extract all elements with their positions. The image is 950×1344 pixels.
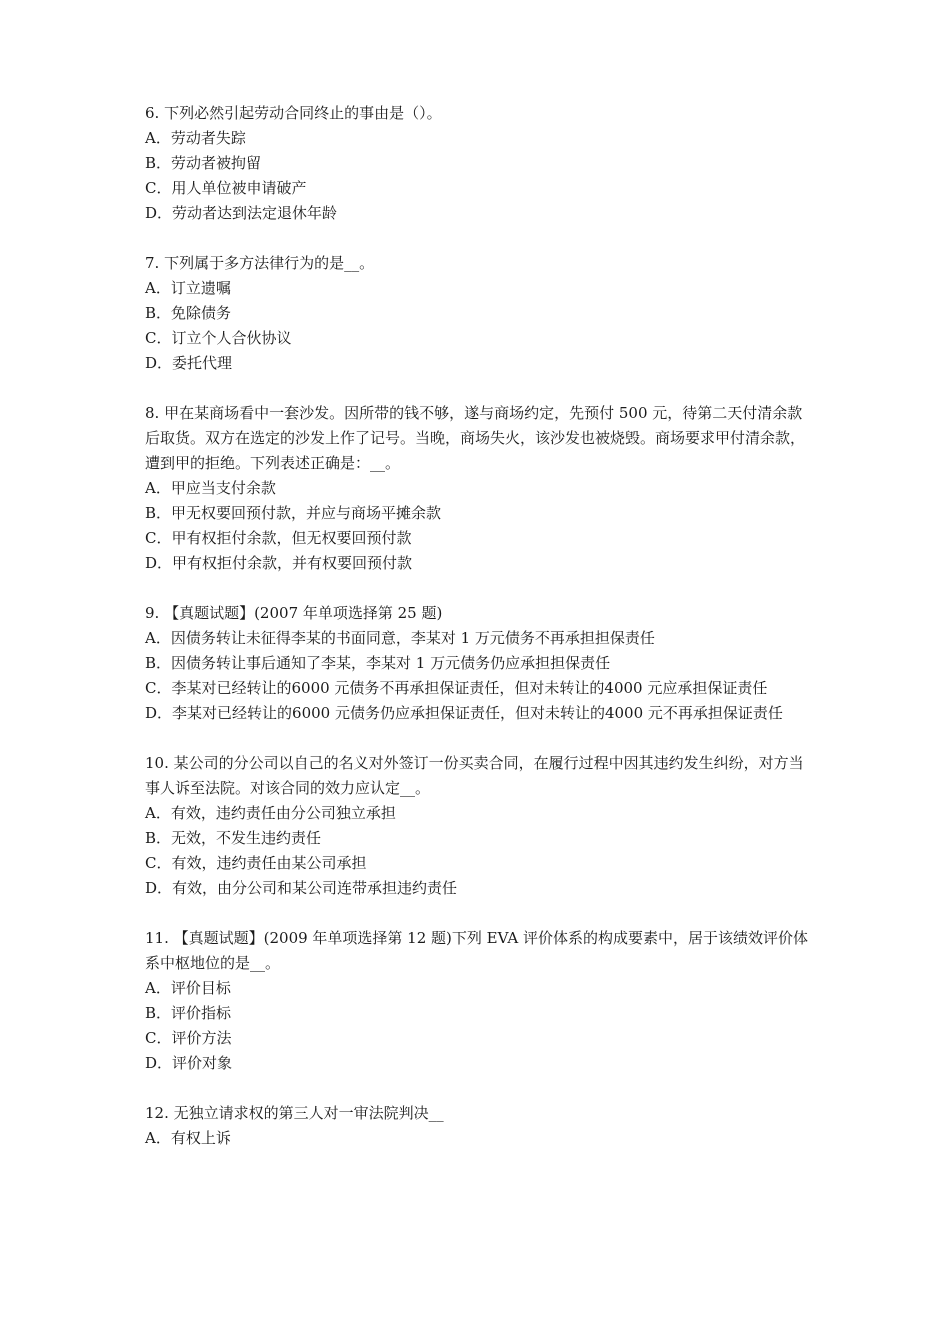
option-b: B．免除债务 [145,304,232,322]
document-page [145,101,815,1176]
option-c: C．评价方法 [145,1029,232,1047]
question-11 [145,926,815,1076]
question-6 [145,101,815,226]
option-a: A．有权上诉 [145,1129,231,1147]
option-c: C．用人单位被申请破产 [145,179,307,197]
question-7 [145,251,815,376]
option-a: A．评价目标 [145,979,231,997]
option-c: C．订立个人合伙协议 [145,329,292,347]
option-d: D．有效，由分公司和某公司连带承担违约责任 [145,879,458,897]
option-d: D．李某对已经转让的6000 元债务仍应承担保证责任，但对未转让的4000 元不再承担保证责任 [145,704,783,722]
question-9 [145,601,815,726]
option-a: A．劳动者失踪 [145,129,246,147]
question-stem: 11. 【真题试题】(2009 年单项选择第 12 题)下列 EVA 评价体系的构成要素中，居于该绩效评价体系中枢地位的是__。 [145,929,809,972]
option-a: A．因债务转让未征得李某的书面同意，李某对 1 万元债务不再承担担保责任 [145,629,655,647]
option-c: C．甲有权拒付余款，但无权要回预付款 [145,529,412,547]
option-a: A．有效，违约责任由分公司独立承担 [145,804,396,822]
question-8 [145,401,815,576]
question-stem: 9. 【真题试题】(2007 年单项选择第 25 题) [145,604,443,622]
option-b: B．评价指标 [145,1004,232,1022]
question-stem: 12. 无独立请求权的第三人对一审法院判决__ [145,1104,444,1122]
option-c: C．有效，违约责任由某公司承担 [145,854,367,872]
question-stem: 10. 某公司的分公司以自己的名义对外签订一份买卖合同，在履行过程中因其违约发生纠纷，对方当事人诉至法院。对该合同的效力应认定__。 [145,754,804,797]
option-b: B．甲无权要回预付款，并应与商场平摊余款 [145,504,442,522]
option-b: B．劳动者被拘留 [145,154,262,172]
option-a: A．甲应当支付余款 [145,479,276,497]
option-c: C．李某对已经转让的6000 元债务不再承担保证责任，但对未转让的4000 元应承担保证责任 [145,679,768,697]
question-10 [145,751,815,901]
question-stem: 6. 下列必然引起劳动合同终止的事由是（）。 [145,104,442,122]
option-b: B．因债务转让事后通知了李某，李某对 1 万元债务仍应承担担保责任 [145,654,611,672]
option-b: B．无效，不发生违约责任 [145,829,322,847]
option-a: A．订立遗嘱 [145,279,231,297]
option-d: D．评价对象 [145,1054,233,1072]
question-stem: 8. 甲在某商场看中一套沙发。因所带的钱不够，遂与商场约定，先预付 500 元，待第二天付清余款后取货。双方在选定的沙发上作了记号。当晚，商场失火，该沙发也被烧毁。商场要求甲付清余款，遭到甲的拒绝。下列表述正确是：__。 [145,404,806,472]
option-d: D．劳动者达到法定退休年龄 [145,204,338,222]
option-d: D．委托代理 [145,354,233,372]
question-12 [145,1101,815,1151]
option-d: D．甲有权拒付余款，并有权要回预付款 [145,554,413,572]
question-stem: 7. 下列属于多方法律行为的是__。 [145,254,375,272]
